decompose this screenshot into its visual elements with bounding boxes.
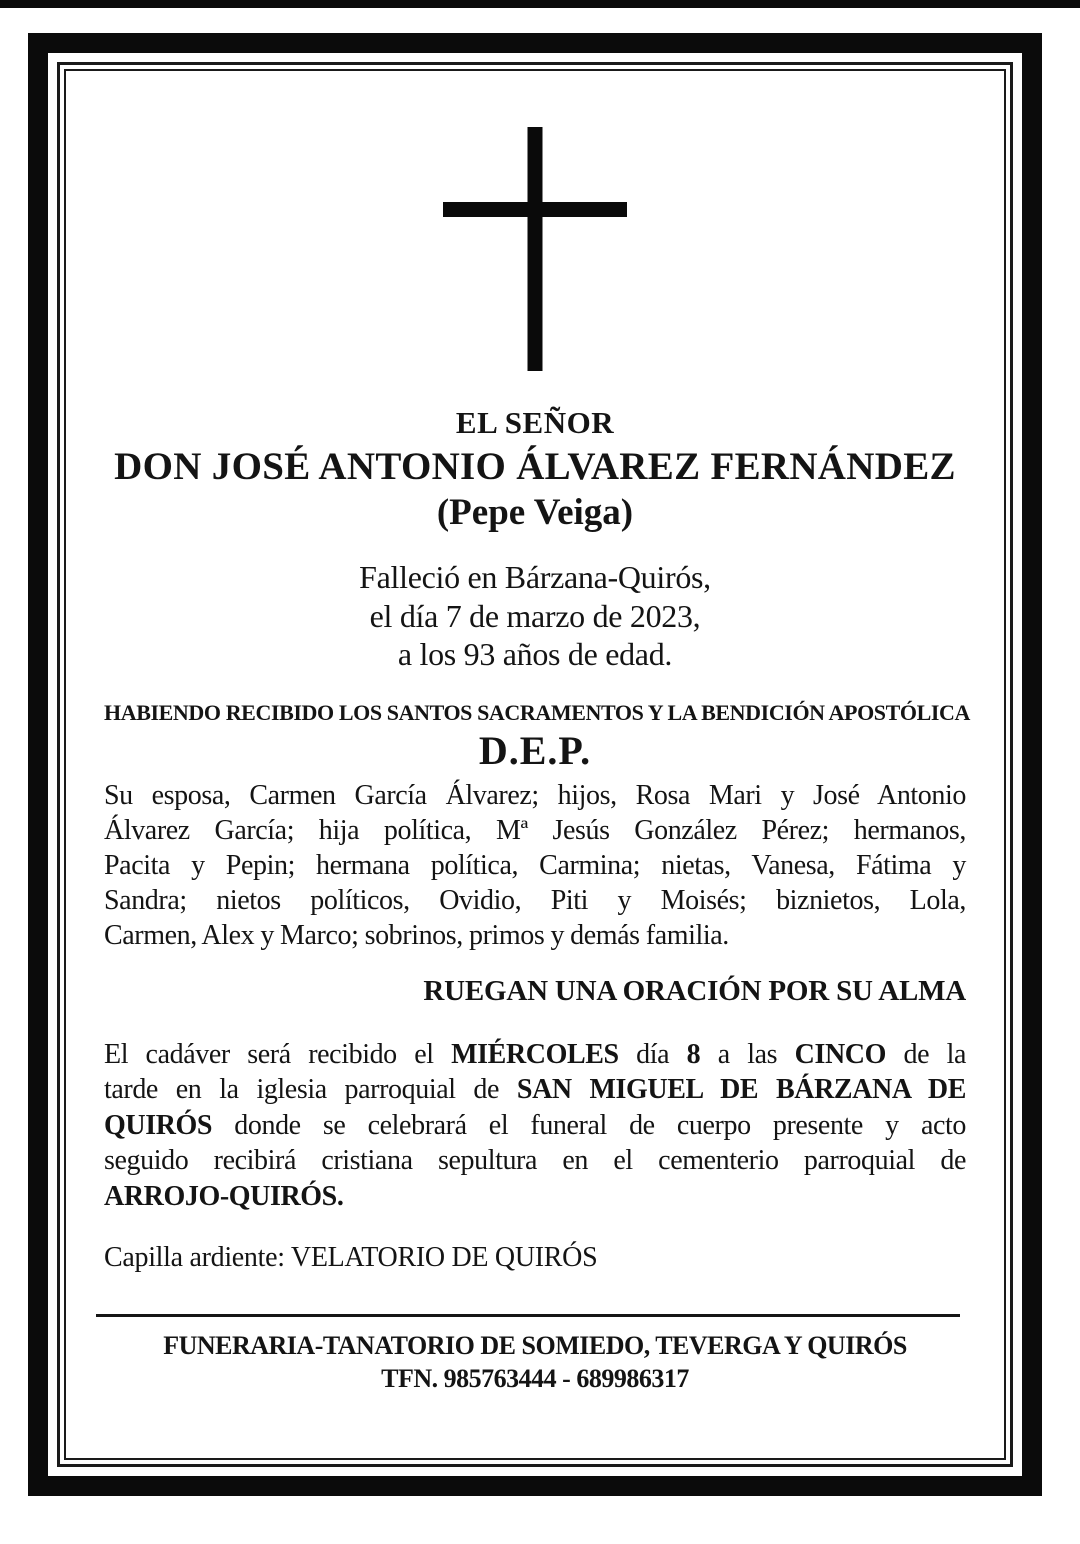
funeral-paragraph [104, 1037, 966, 1215]
inner-frame-inner-line [64, 69, 1006, 1460]
footer-divider [96, 1314, 960, 1317]
paragraph-line: QUIRÓS donde se celebrará el funeral de cuerpo presente y acto [104, 1109, 966, 1141]
deceased-name: DON JOSÉ ANTONIO ÁLVAREZ FERNÁNDEZ [114, 445, 956, 488]
paragraph-line: Pacita y Pepin; hermana política, Carmina; nietas, Vanesa, Fátima y [104, 849, 966, 881]
cross-horizontal-bar [443, 202, 627, 217]
paragraph-line: ARROJO-QUIRÓS. [104, 1180, 344, 1212]
paragraph-line: seguido recibirá cristiana sepultura en el cementerio parroquial de [104, 1145, 966, 1176]
funeral-home-footer [104, 1329, 966, 1395]
dep-abbreviation: D.E.P. [478, 727, 592, 773]
obituary-content [66, 127, 1004, 1395]
honorific-title: EL SEÑOR [455, 405, 615, 440]
cross-icon [443, 127, 627, 371]
cross-vertical-bar [528, 127, 543, 371]
paragraph-line: Carmen, Alex y Marco; sobrinos, primos y demás familia. [104, 919, 729, 951]
deceased-nickname: (Pepe Veiga) [436, 492, 634, 533]
paragraph-line: Sandra; nietos políticos, Ovidio, Piti y Moisés; biznietos, Lola, [104, 884, 966, 916]
sacraments-line: HABIENDO RECIBIDO LOS SANTOS SACRAMENTOS Y LA BENDICIÓN APOSTÓLICA [104, 699, 971, 725]
funeral-home-phones: TFN. 985763444 - 689986317 [381, 1364, 689, 1393]
paragraph-line: tarde en la iglesia parroquial de SAN MIGUEL DE BÁRZANA DE [104, 1074, 967, 1105]
paragraph-line: El cadáver será recibido el MIÉRCOLES día 8 a las CINCO de la [104, 1038, 966, 1070]
death-age-line: a los 93 años de edad. [397, 636, 673, 672]
funeral-home-name: FUNERARIA-TANATORIO DE SOMIEDO, TEVERGA Y QUIRÓS [163, 1331, 907, 1360]
chapel-line: Capilla ardiente: VELATORIO DE QUIRÓS [104, 1242, 598, 1273]
scan-edge-strip [0, 0, 1080, 8]
death-place-line: Falleció en Bárzana-Quirós, [359, 559, 711, 595]
prayer-line: RUEGAN UNA ORACIÓN POR SU ALMA [423, 974, 966, 1007]
obituary-card [28, 33, 1042, 1496]
death-date-line: el día 7 de marzo de 2023, [369, 597, 701, 634]
paragraph-line: Álvarez García; hija política, Mª Jesús González Pérez; hermanos, [104, 814, 966, 846]
family-paragraph [104, 778, 966, 953]
death-info [104, 558, 966, 674]
inner-frame-outer-line [57, 62, 1013, 1467]
paragraph-line: Su esposa, Carmen García Álvarez; hijos, Rosa Mari y José Antonio [104, 779, 966, 811]
